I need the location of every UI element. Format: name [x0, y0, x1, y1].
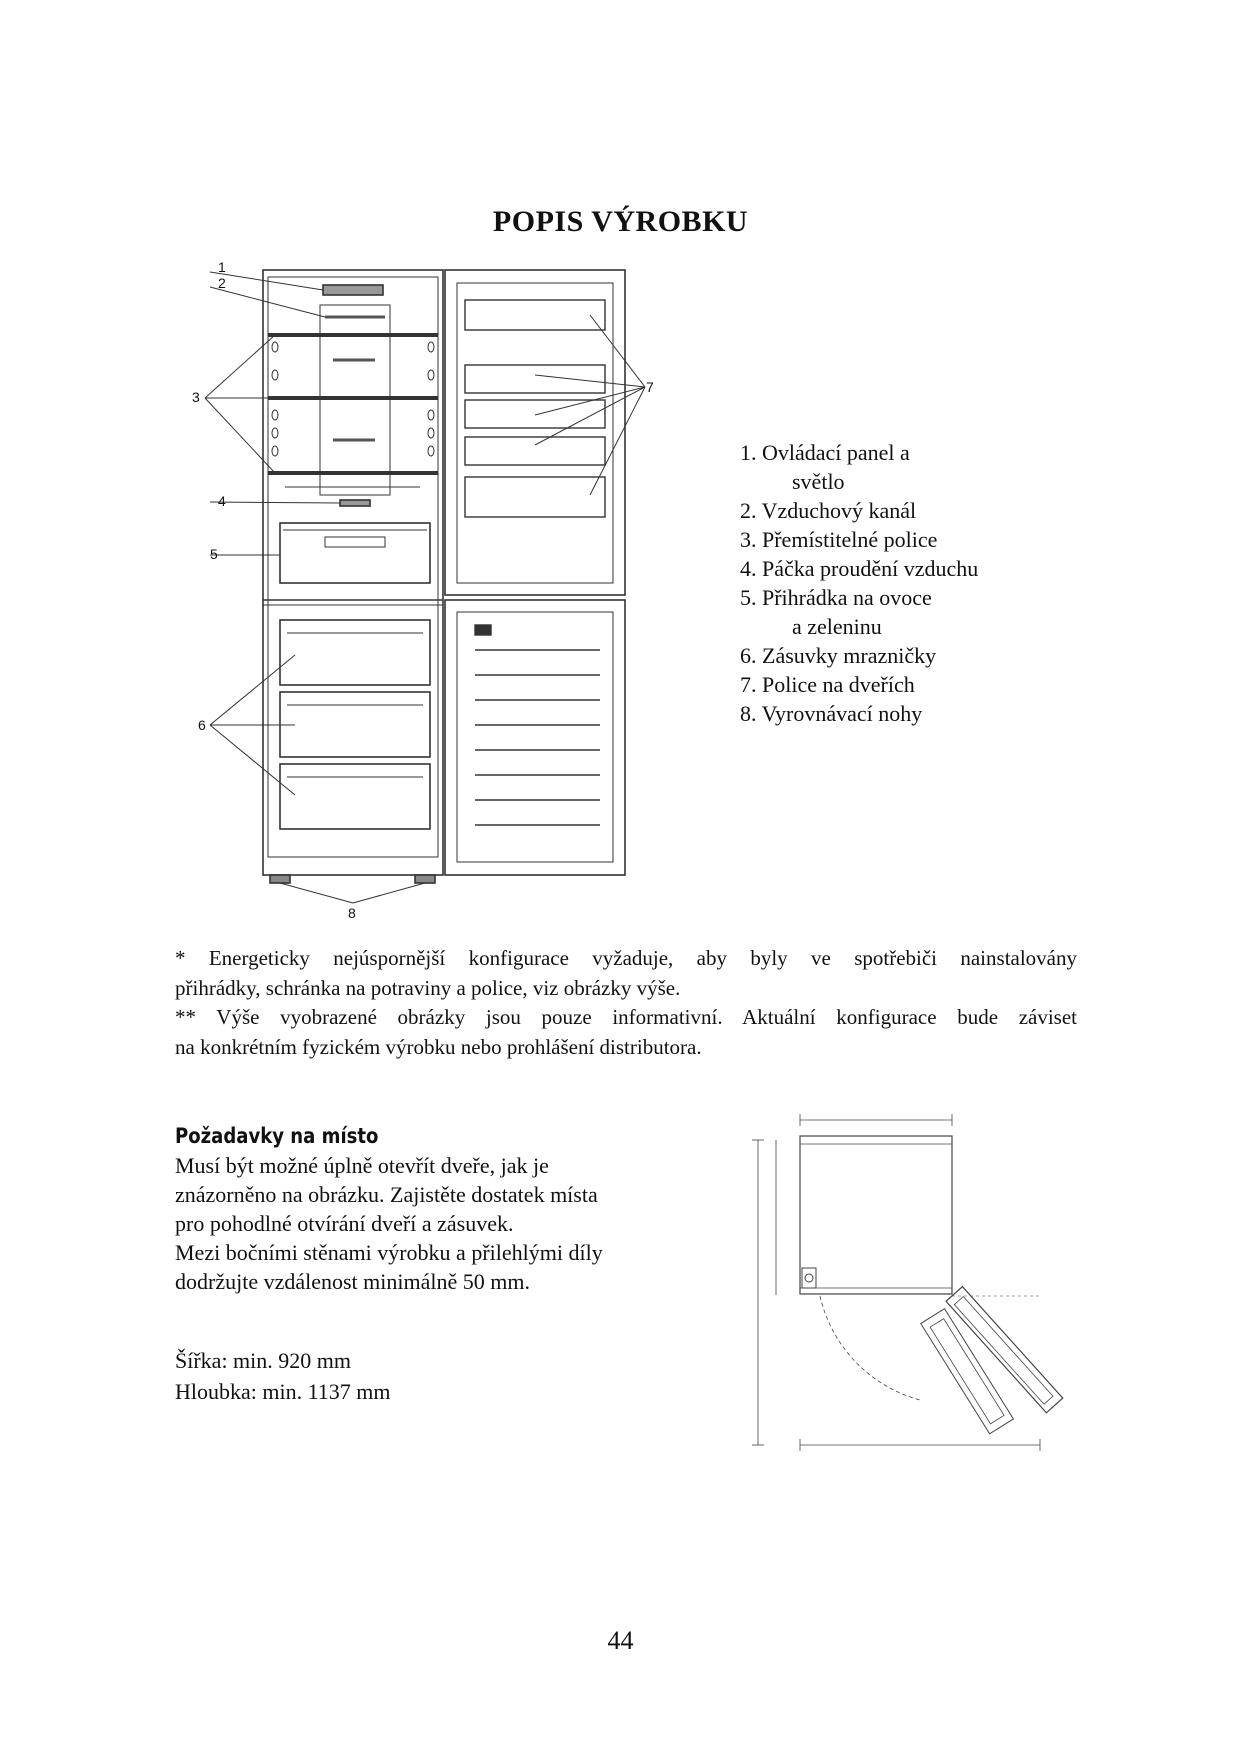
note-2-line-2: na konkrétním fyzickém výrobku nebo prohlášení distributora.	[175, 1034, 702, 1059]
page-number: 44	[607, 1626, 634, 1655]
callout-2: 2	[218, 275, 226, 291]
legend-item: 3. Přemístitelné police	[740, 527, 938, 552]
requirements-line: pro pohodlné otvírání dveří a zásuvek.	[175, 1211, 514, 1236]
dimensions	[175, 1345, 391, 1407]
requirements-heading: Požadavky na místo	[175, 1124, 379, 1148]
parts-legend	[740, 438, 978, 728]
legend-item-cont: světlo	[792, 469, 845, 494]
legend-item: 7. Police na dveřích	[740, 672, 915, 697]
callout-7: 7	[646, 379, 654, 395]
legend-item: 1. Ovládací panel a	[740, 440, 910, 465]
legend-item: 2. Vzduchový kanál	[740, 498, 917, 523]
note-2-line-1: ** Výše vyobrazené obrázky jsou pouze informativní. Aktuální konfigurace bude záviset	[175, 1005, 1077, 1029]
dimension-width: Šířka: min. 920 mm	[175, 1348, 351, 1373]
dimension-depth: Hloubka: min. 1137 mm	[175, 1379, 391, 1404]
notes	[175, 944, 1077, 1062]
note-1-line-2: přihrádky, schránka na potraviny a police, viz obrázky výše.	[175, 975, 681, 1000]
legend-item: 4. Páčka proudění vzduchu	[740, 556, 979, 581]
callout-8: 8	[348, 905, 356, 921]
legend-item: 5. Přihrádka na ovoce	[740, 585, 932, 610]
requirements-line: dodržujte vzdálenost minimálně 50 mm.	[175, 1269, 530, 1294]
legend-item: 6. Zásuvky mrazničky	[740, 643, 937, 668]
installation-plan-diagram	[740, 1100, 1080, 1470]
note-1-line-1: * Energeticky nejúspornější konfigurace vyžaduje, aby byly ve spotřebiči nainstalovány	[175, 946, 1077, 970]
page-title: POPIS VÝROBKU	[492, 205, 749, 238]
callout-3: 3	[192, 389, 200, 405]
fridge-diagram	[175, 255, 675, 925]
requirements-line: Musí být možné úplně otevřít dveře, jak je	[175, 1153, 549, 1178]
callout-6: 6	[198, 717, 206, 733]
callout-4: 4	[218, 493, 226, 509]
requirements-line: znázorněno na obrázku. Zajistěte dostatek místa	[175, 1182, 598, 1207]
legend-item-cont: a zeleninu	[792, 614, 882, 639]
requirements-line: Mezi bočními stěnami výrobku a přilehlými díly	[175, 1240, 603, 1265]
callout-5: 5	[210, 546, 218, 562]
callout-1: 1	[218, 259, 226, 275]
requirements-text	[175, 1151, 603, 1296]
legend-item: 8. Vyrovnávací nohy	[740, 701, 923, 726]
